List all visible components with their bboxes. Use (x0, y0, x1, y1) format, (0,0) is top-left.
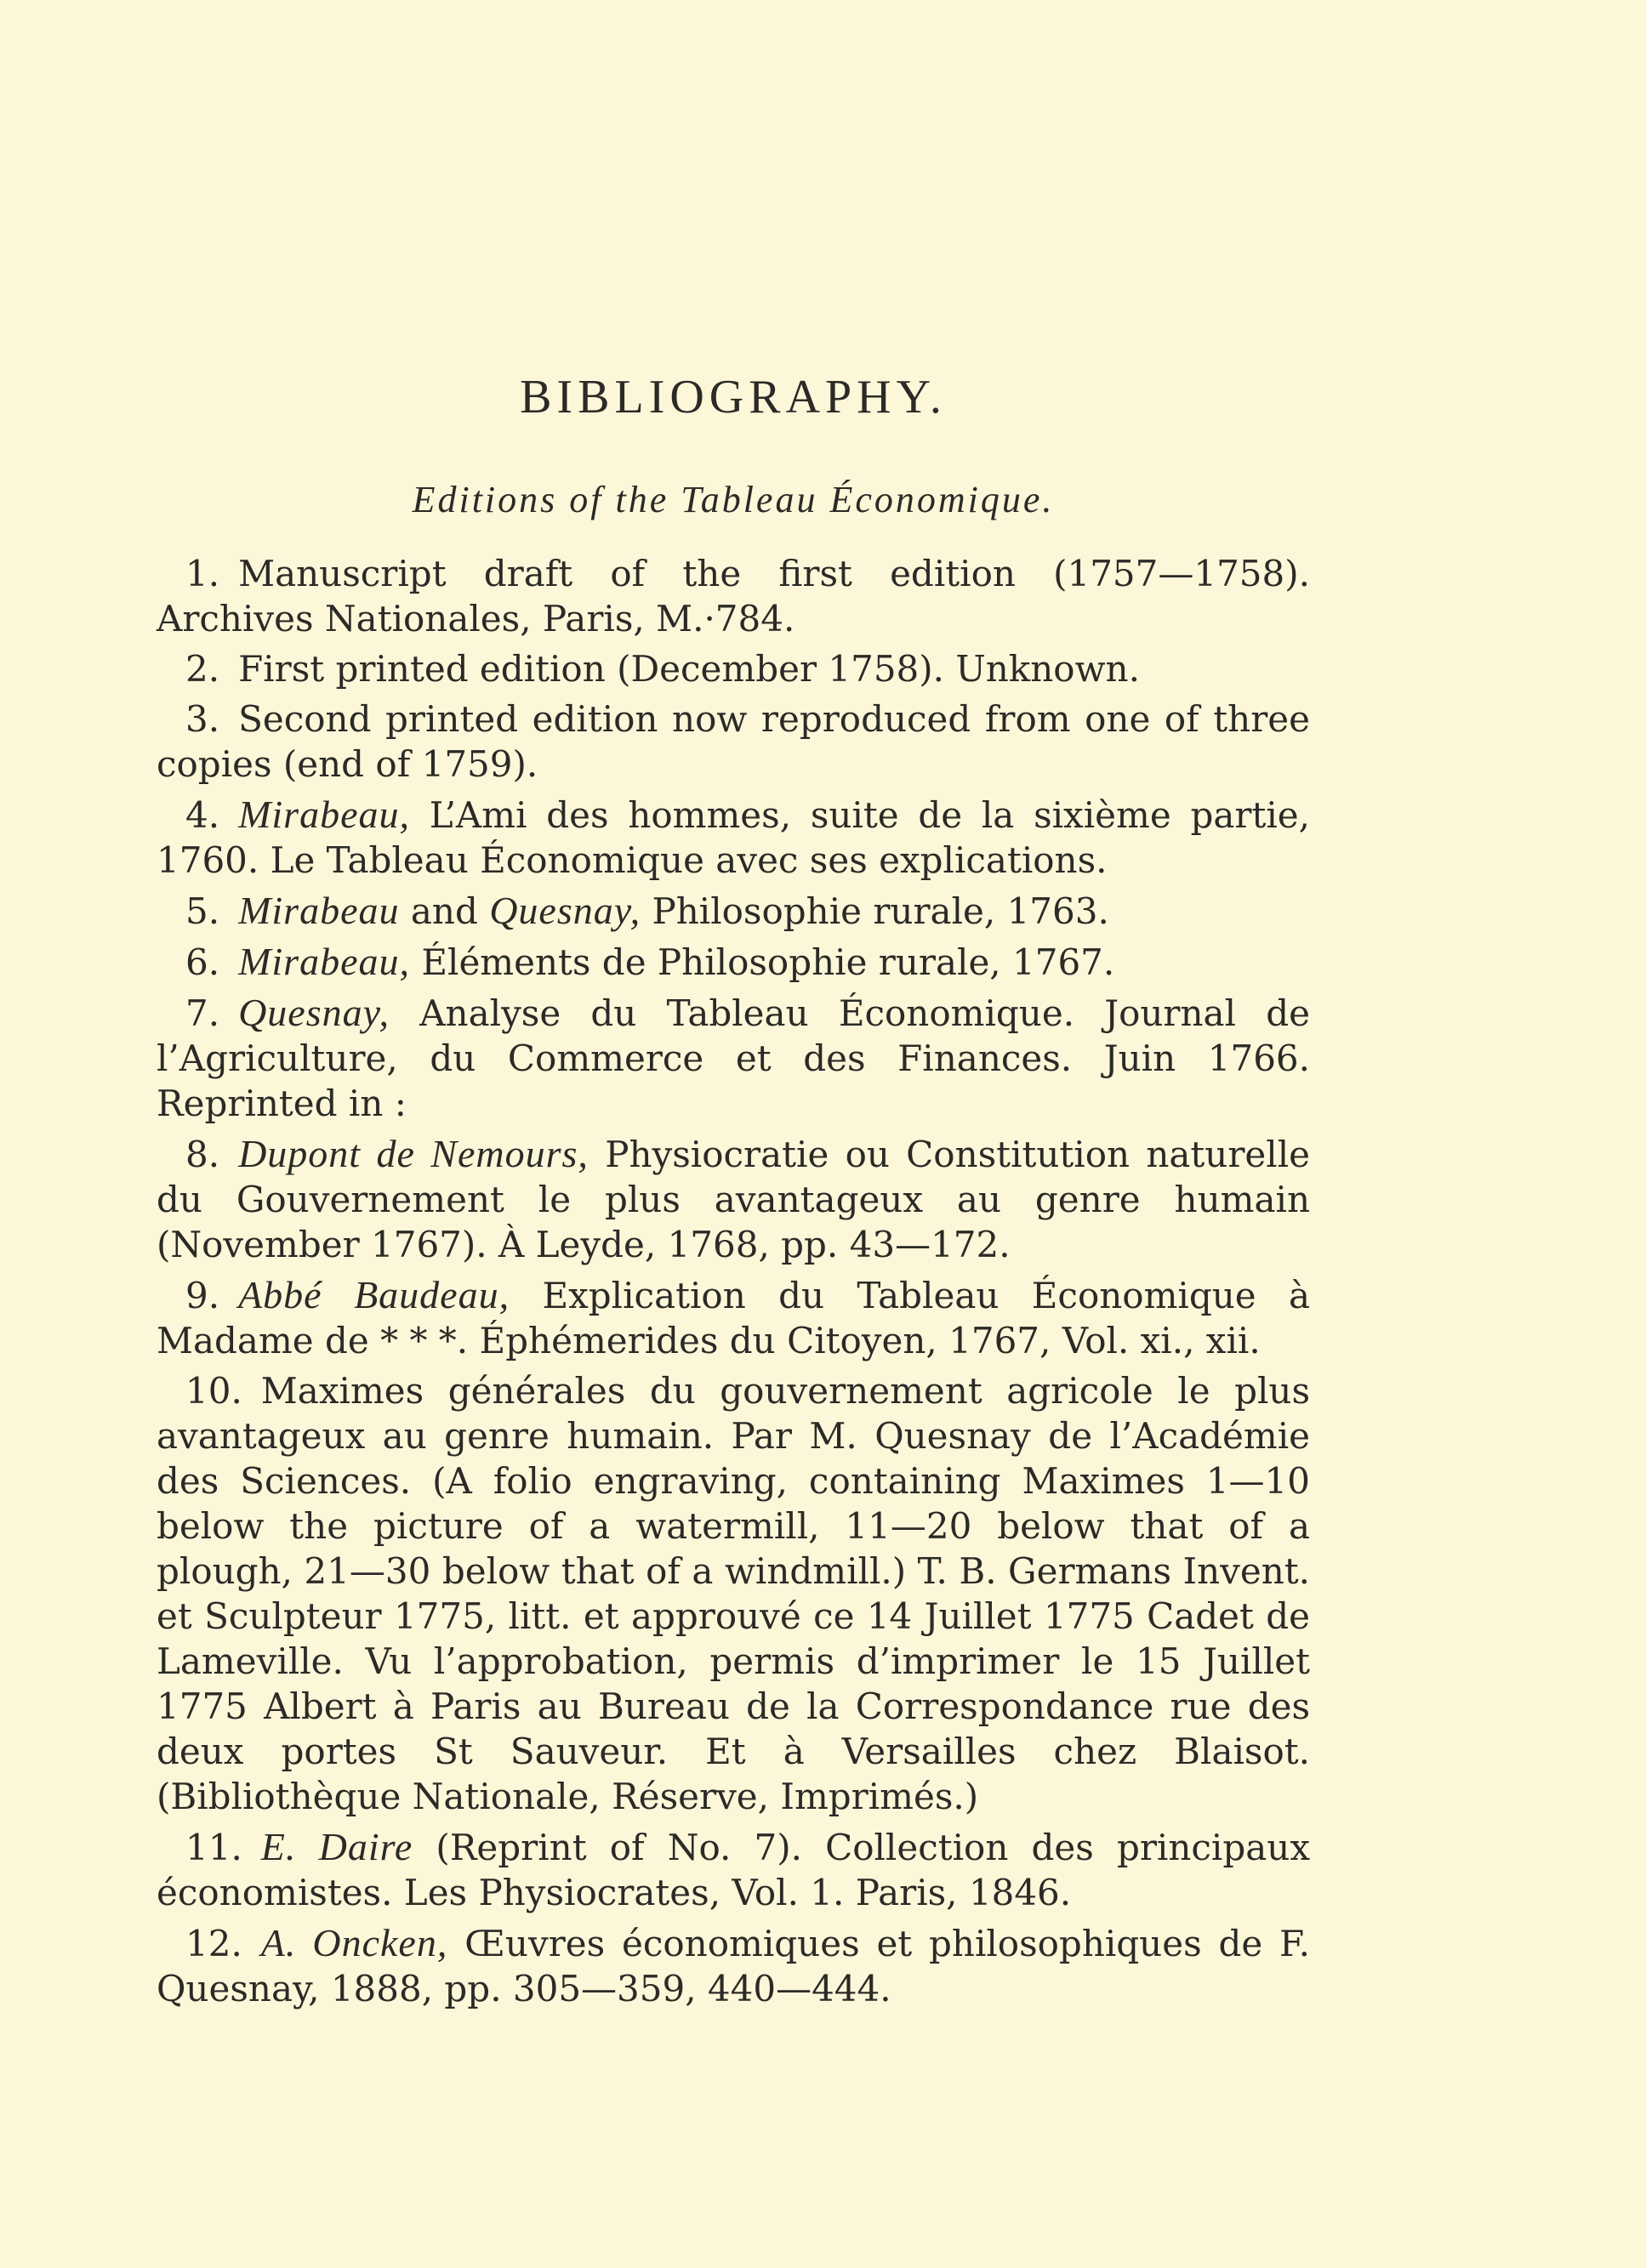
entry-author: Mirabeau (238, 889, 400, 932)
entry-number: 12. (185, 1923, 242, 1964)
bibliography-entry (157, 551, 1310, 641)
section-subtitle: Editions of the Tableau Économique. (412, 479, 1055, 520)
entry-text: Manuscript draft of the first edition (1757—1758). Archives Nationales, Paris, M.·784. (157, 553, 1310, 639)
entry-author: Quesnay, (238, 991, 390, 1034)
entry-author: E. Daire (260, 1825, 413, 1868)
entry-text: Œuvres économiques et philosophiques de F. Quesnay, 1888, pp. 305—359, 440—444. (157, 1923, 1310, 2009)
bibliography-entry (157, 990, 1310, 1126)
entry-number: 10. (185, 1370, 242, 1412)
entry-number: 5. (185, 890, 220, 932)
entry-text: Maximes générales du gouvernement agricole le plus avantageux au genre humain. Par M. Quesnay de l’Académie des Sciences. (A folio engraving, containing Maximes 1—10 below the picture of a watermill, 11—20 below that of a plough, 21—30 below that of a windmill.) T. B. Germans Invent. et Sculpteur 1775, litt. et approuvé ce 14 Juillet 1775 Cadet de Lameville. Vu l’approbation, permis d’imprimer le 15 Juillet 1775 Albert à Paris au Bureau de la Correspondance rue des deux portes St Sauveur. Et à Versailles chez Blaisot. (Bibliothèque Nationale, Réserve, Imprimés.) (157, 1370, 1310, 1817)
entry-author: A. Oncken, (260, 1921, 448, 1964)
entry-number: 2. (185, 648, 220, 690)
entry-text: Philosophie rurale, 1763. (641, 890, 1109, 932)
bibliography-entry (157, 888, 1310, 934)
entry-text: Analyse du Tableau Économique. Journal de l’Agriculture, du Commerce et des Finances. Juin 1766. Reprinted in : (157, 992, 1310, 1124)
entry-text: Second printed edition now reproduced from one of three copies (end of 1759). (157, 698, 1310, 785)
entry-author: Abbé Baudeau, (238, 1273, 510, 1316)
bibliography-entry (157, 646, 1310, 691)
entry-text: Physiocratie ou Constitution naturelle du Gouvernement le plus avantageux au genre humain (November 1767). À Leyde, 1768, pp. 43—172. (157, 1134, 1310, 1265)
bibliography-entry (157, 939, 1310, 985)
entry-number: 4. (185, 794, 220, 836)
entry-number: 9. (185, 1275, 220, 1316)
entry-author: Mirabeau, (238, 940, 410, 983)
page-title: BIBLIOGRAPHY. (520, 371, 947, 423)
entry-author: Quesnay, (489, 889, 641, 932)
entry-text: and (399, 890, 490, 932)
bibliography-entry (157, 1131, 1310, 1267)
entry-text: (Reprint of No. 7). Collection des principaux économistes. Les Physiocrates, Vol. 1. Paris, 1846. (157, 1827, 1310, 1913)
entry-number: 8. (185, 1134, 220, 1175)
bibliography-entry (157, 1920, 1310, 2011)
entry-number: 11. (185, 1827, 242, 1868)
bibliography-entry (157, 1368, 1310, 1819)
bibliography-entry (157, 696, 1310, 787)
entry-author: Mirabeau, (238, 793, 410, 836)
entry-text: First printed edition (December 1758). Unknown. (238, 648, 1140, 690)
entry-text: L’Ami des hommes, suite de la sixième partie, 1760. Le Tableau Économique avec ses explications. (157, 794, 1310, 881)
entry-number: 3. (185, 698, 220, 740)
bibliography-entry (157, 1824, 1310, 1915)
entry-text: Explication du Tableau Économique à Madame de * * *. Éphémerides du Citoyen, 1767, Vol. xi., xii. (157, 1275, 1311, 1361)
bibliography-list (157, 551, 1310, 2016)
entry-number: 7. (185, 992, 220, 1034)
entry-author: Dupont de Nemours, (238, 1132, 589, 1175)
entry-text: Éléments de Philosophie rurale, 1767. (410, 941, 1115, 983)
bibliography-entry (157, 792, 1310, 883)
entry-number: 1. (185, 553, 220, 594)
entry-number: 6. (185, 941, 220, 983)
bibliography-entry (157, 1272, 1310, 1363)
